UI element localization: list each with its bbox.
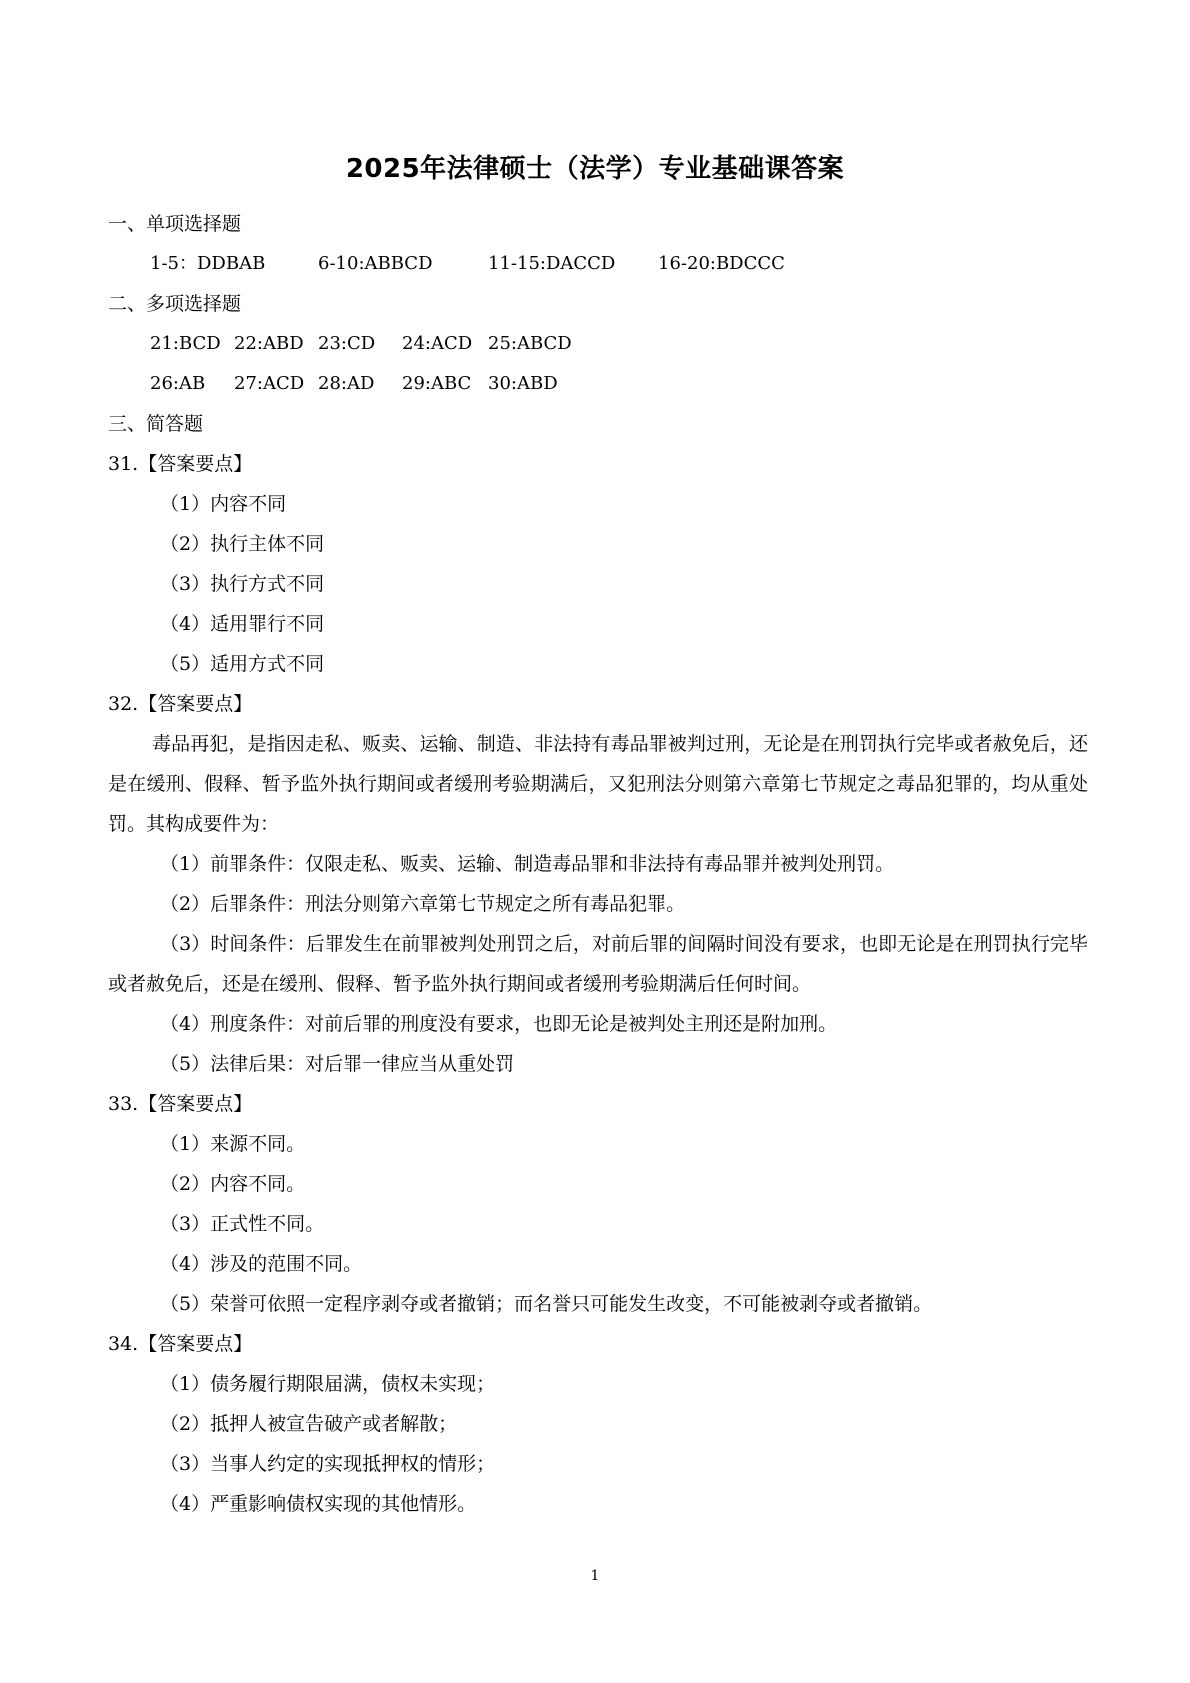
list-item: （1）前罪条件：仅限走私、贩卖、运输、制造毒品罪和非法持有毒品罪并被判处刑罚。	[160, 853, 895, 875]
list-item: （3）正式性不同。	[160, 1213, 325, 1235]
list-item: （5）适用方式不同	[160, 653, 325, 675]
list-item: （3）当事人约定的实现抵押权的情形；	[160, 1453, 496, 1475]
list-item: （4）刑度条件：对前后罪的刑度没有要求，也即无论是被判处主刑还是附加刑。	[160, 1013, 838, 1035]
answer-item: 29:ABC	[402, 373, 472, 394]
answer-item: 27:ACD	[234, 373, 305, 394]
list-item: （1）债务履行期限届满，债权未实现；	[160, 1373, 496, 1395]
list-item: （3）时间条件：后罪发生在前罪被判处刑罚之后，对前后罪的间隔时间没有要求，也即无论是在刑罚执行完毕或者赦免后，还是在缓刑、假释、暂予监外执行期间或者缓刑考验期满后任何时间。	[108, 933, 1088, 995]
page-title: 2025年法律硕士（法学）专业基础课答案	[345, 154, 845, 184]
list-item: （2）内容不同。	[160, 1173, 306, 1195]
list-item: （5）荣誉可依照一定程序剥夺或者撤销；而名誉只可能发生改变，不可能被剥夺或者撤销。	[160, 1293, 933, 1315]
question-33-label: 33.【答案要点】	[108, 1093, 253, 1115]
list-item: （1）内容不同	[160, 493, 287, 515]
answer-item: 25:ABCD	[488, 333, 572, 354]
answer-item: 24:ACD	[402, 333, 473, 354]
list-item: （3）执行方式不同	[160, 573, 325, 595]
list-item: （2）执行主体不同	[160, 533, 325, 555]
answer-item: 22:ABD	[234, 333, 304, 354]
answer-item: 21:BCD	[150, 333, 221, 354]
list-item: （4）适用罪行不同	[160, 613, 325, 635]
section-heading-single-choice: 一、单项选择题	[108, 213, 242, 235]
answer-group: 1-5：DDBAB	[150, 253, 266, 274]
answer-item: 23:CD	[318, 333, 376, 354]
page-number: 1	[590, 1568, 600, 1584]
list-item: （5）法律后果：对后罪一律应当从重处罚	[160, 1053, 515, 1075]
section-heading-multiple-choice: 二、多项选择题	[108, 293, 242, 315]
list-item: （4）涉及的范围不同。	[160, 1253, 363, 1275]
answer-item: 26:AB	[150, 373, 206, 394]
list-item: （4）严重影响债权实现的其他情形。	[160, 1493, 477, 1515]
question-31-label: 31.【答案要点】	[108, 453, 253, 475]
list-item: （1）来源不同。	[160, 1133, 306, 1155]
question-32-label: 32.【答案要点】	[108, 693, 253, 715]
question-34-label: 34.【答案要点】	[108, 1333, 253, 1355]
section-heading-short-answer: 三、简答题	[108, 413, 204, 435]
answer-item: 28:AD	[318, 373, 375, 394]
answer-item: 30:ABD	[488, 373, 558, 394]
answer-group: 11-15:DACCD	[488, 253, 616, 274]
answer-group: 6-10:ABBCD	[318, 253, 433, 274]
question-32-intro: 毒品再犯，是指因走私、贩卖、运输、制造、非法持有毒品罪被判过刑，无论是在刑罚执行完毕或者赦免后，还是在缓刑、假释、暂予监外执行期间或者缓刑考验期满后，又犯刑法分则第六章第七节规定之毒品犯罪的，均从重处罚。其构成要件为：	[108, 733, 1088, 835]
answer-group: 16-20:BDCCC	[658, 253, 785, 274]
list-item: （2）抵押人被宣告破产或者解散；	[160, 1413, 458, 1435]
list-item: （2）后罪条件：刑法分则第六章第七节规定之所有毒品犯罪。	[160, 893, 686, 915]
